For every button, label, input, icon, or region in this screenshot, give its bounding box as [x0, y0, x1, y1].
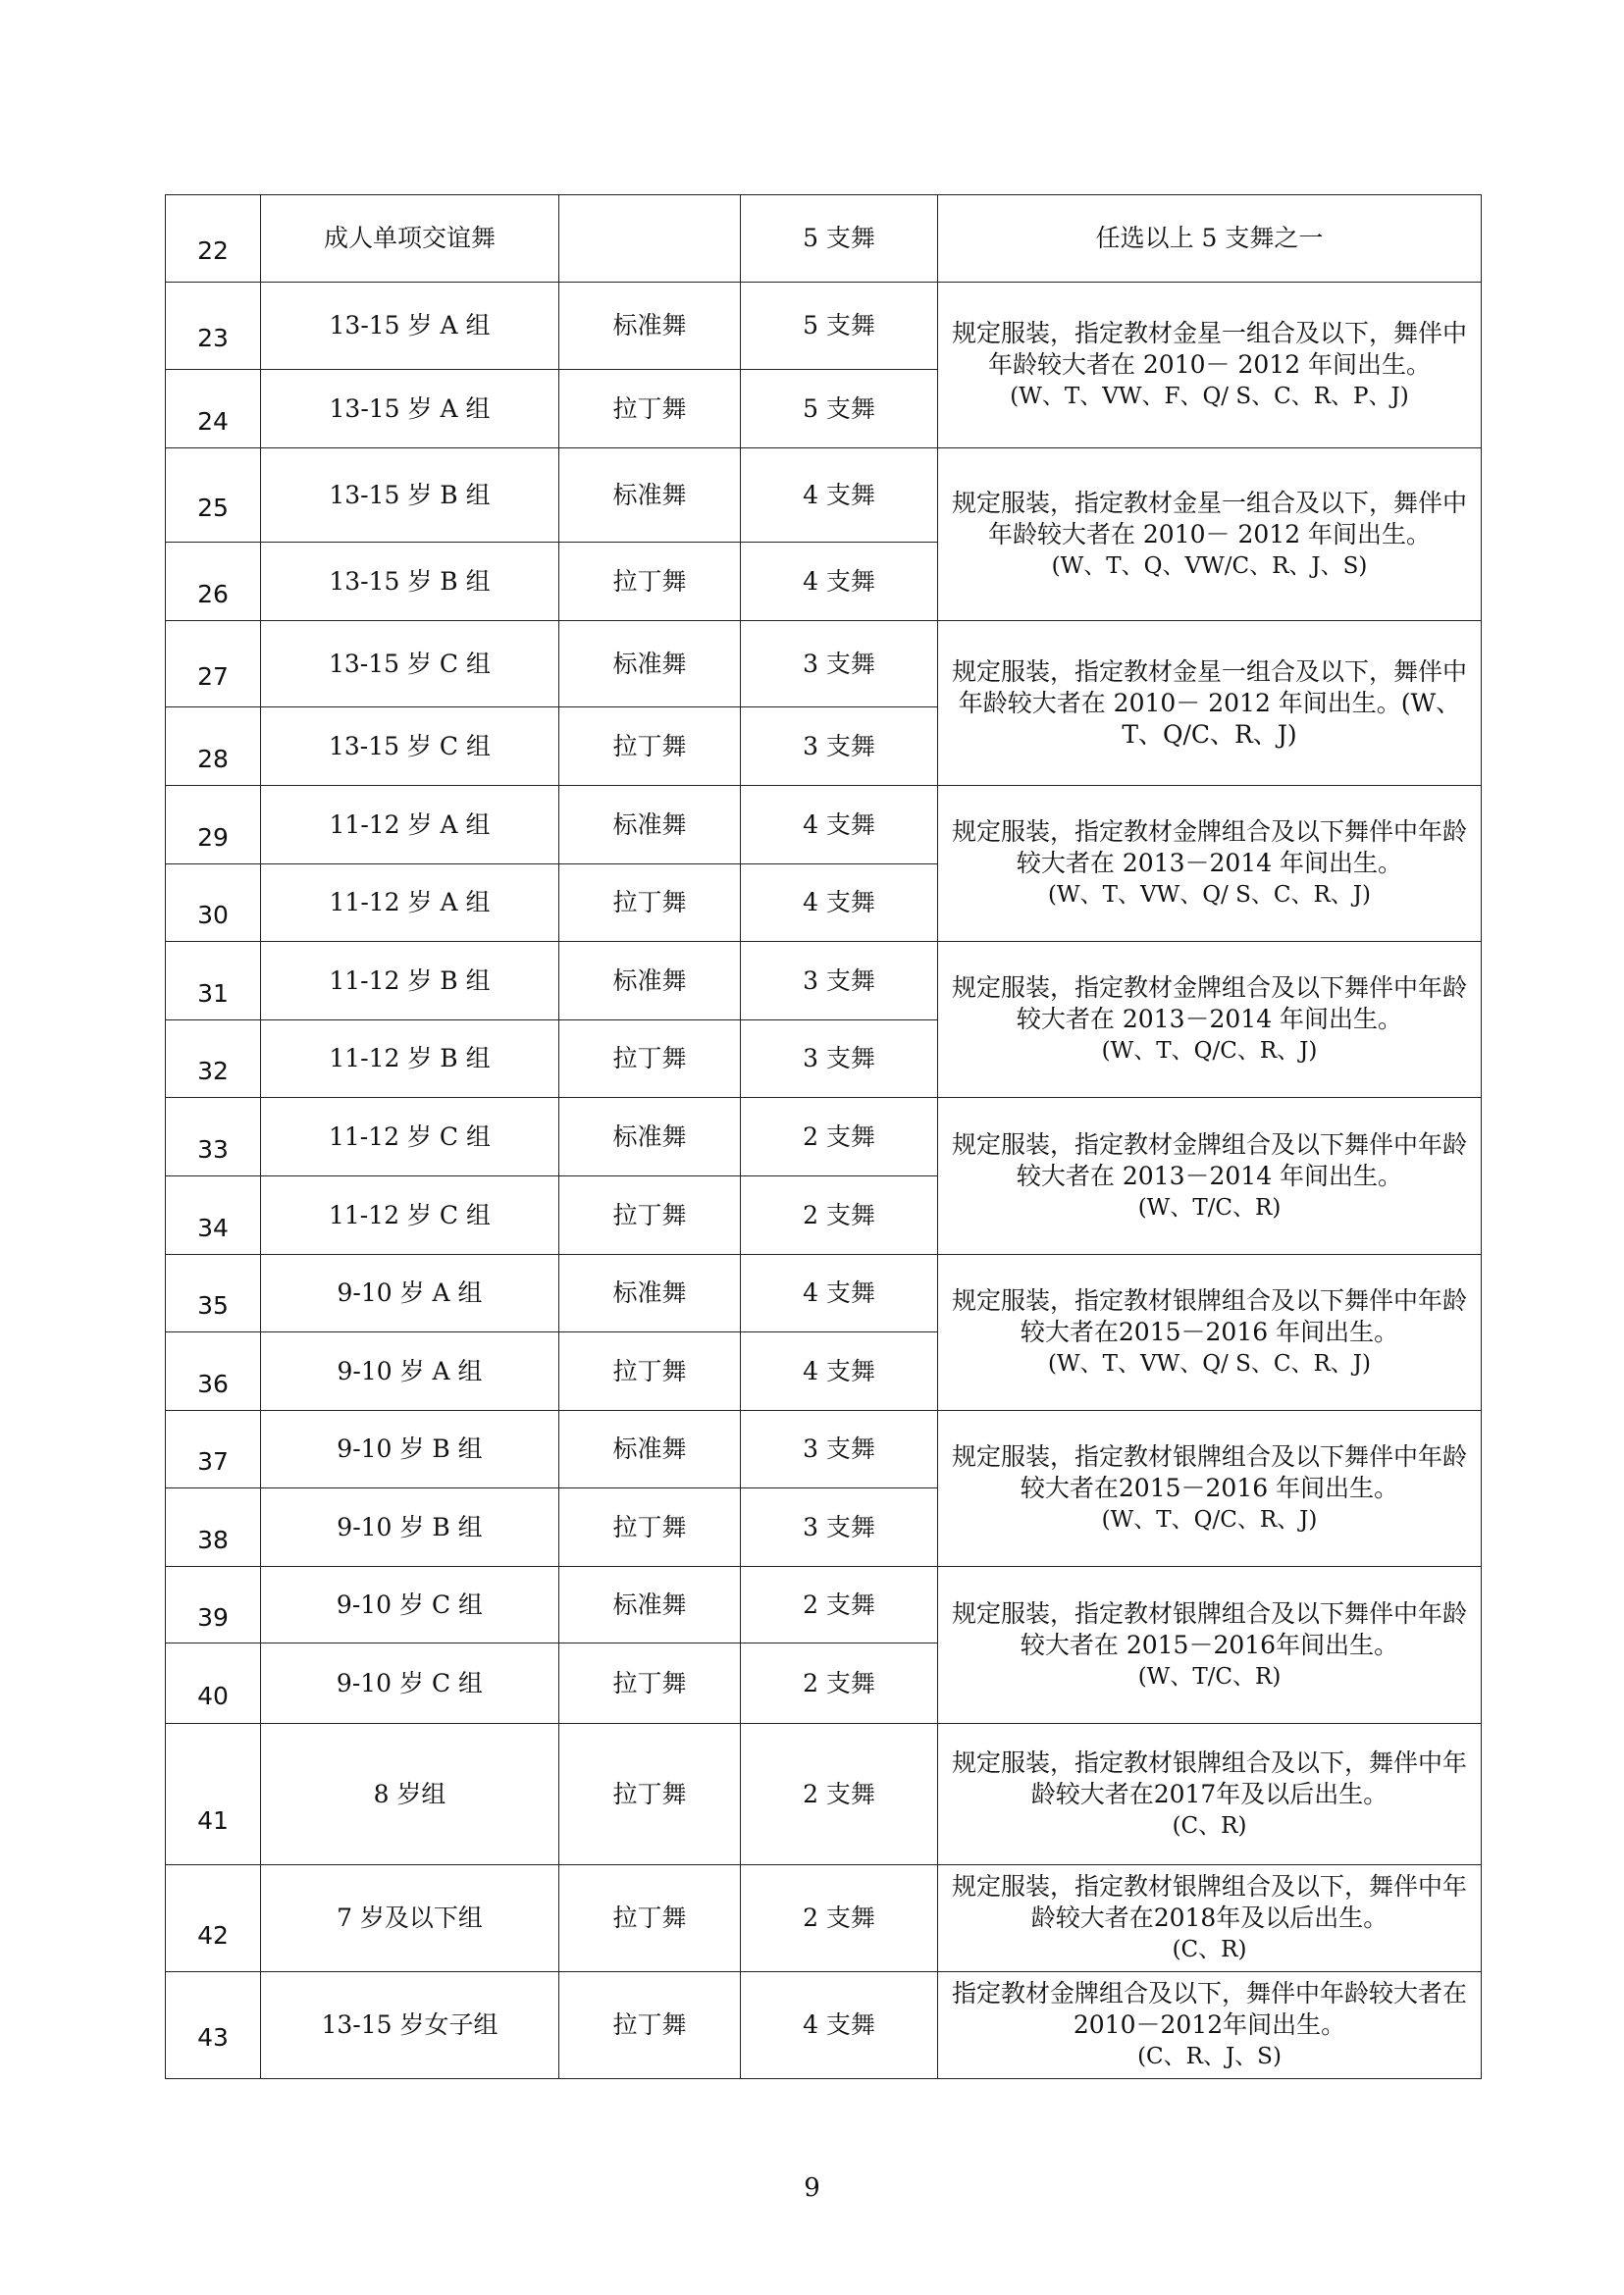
table-row [166, 448, 1482, 543]
dance-codes: (W、T、Q、VW/C、R、J、S) [1051, 552, 1368, 579]
row-number: 39 [166, 1567, 261, 1643]
requirement-text: 规定服装，指定教材金牌组合及以下舞伴中年龄较大者在 2013－2014 年间出生。 [951, 1129, 1467, 1190]
row-number: 37 [166, 1411, 261, 1488]
dances-cell: 2 支舞 [741, 1724, 938, 1865]
group-cell: 11-12 岁 C 组 [261, 1098, 559, 1176]
requirement-note [938, 1724, 1482, 1865]
row-number: 23 [166, 283, 261, 370]
dances-cell: 2 支舞 [741, 1643, 938, 1724]
category-cell: 拉丁舞 [559, 1176, 741, 1255]
dance-codes: (W、T、VW、Q/ S、C、R、J) [1048, 882, 1371, 908]
category-cell: 拉丁舞 [559, 1865, 741, 1972]
dances-cell: 3 支舞 [741, 1411, 938, 1488]
dances-cell: 4 支舞 [741, 864, 938, 942]
table-row [166, 195, 1482, 283]
category-cell: 标准舞 [559, 621, 741, 707]
category-cell: 标准舞 [559, 1255, 741, 1332]
row-number: 31 [166, 942, 261, 1020]
row-number: 36 [166, 1332, 261, 1411]
requirement-note [938, 448, 1482, 621]
requirement-note [938, 1567, 1482, 1724]
dances-cell: 3 支舞 [741, 1488, 938, 1567]
row-number: 28 [166, 707, 261, 786]
table-row [166, 786, 1482, 864]
category-cell: 标准舞 [559, 786, 741, 864]
category-cell: 拉丁舞 [559, 864, 741, 942]
category-cell: 拉丁舞 [559, 1724, 741, 1865]
dance-codes: (W、T、VW、Q/ S、C、R、J) [1048, 1351, 1371, 1377]
requirement-text: 规定服装，指定教材金星一组合及以下，舞伴中年龄较大者在 2010－ 2012 年间出生。 [951, 319, 1467, 379]
requirement-text: 指定教材金牌组合及以下，舞伴中年龄较大者在 2010－2012年间出生。 [951, 1979, 1467, 2039]
table-row [166, 1567, 1482, 1643]
category-cell: 标准舞 [559, 283, 741, 370]
requirement-note [938, 283, 1482, 448]
requirement-text: 规定服装，指定教材银牌组合及以下舞伴中年龄较大者在 2015－2016年间出生。 [951, 1598, 1467, 1659]
dances-cell: 4 支舞 [741, 786, 938, 864]
requirement-note [938, 621, 1482, 786]
row-number: 27 [166, 621, 261, 707]
requirement-text: 规定服装，指定教材银牌组合及以下舞伴中年龄较大者在2015－2016 年间出生。 [951, 1442, 1467, 1502]
dance-codes: (W、T、VW、F、Q/ S、C、R、P、J) [1010, 384, 1409, 409]
group-cell: 9-10 岁 B 组 [261, 1488, 559, 1567]
category-cell: 标准舞 [559, 1567, 741, 1643]
dances-cell: 2 支舞 [741, 1865, 938, 1972]
dance-codes: (C、R) [1172, 1937, 1247, 1962]
group-cell: 13-15 岁 C 组 [261, 707, 559, 786]
group-cell: 9-10 岁 C 组 [261, 1567, 559, 1643]
competition-schedule-table [165, 194, 1482, 2079]
requirement-note [938, 786, 1482, 942]
requirement-note [938, 1098, 1482, 1255]
table-row [166, 1255, 1482, 1332]
dance-codes: (W、T/C、R) [1137, 1194, 1282, 1221]
category-cell: 拉丁舞 [559, 1972, 741, 2079]
row-number: 35 [166, 1255, 261, 1332]
group-cell: 9-10 岁 A 组 [261, 1332, 559, 1411]
row-number: 26 [166, 543, 261, 621]
requirement-text: 规定服装，指定教材金牌组合及以下舞伴中年龄较大者在 2013－2014 年间出生。 [951, 817, 1467, 877]
table-row [166, 621, 1482, 707]
group-cell: 13-15 岁女子组 [261, 1972, 559, 2079]
row-number: 38 [166, 1488, 261, 1567]
group-cell: 9-10 岁 B 组 [261, 1411, 559, 1488]
dances-cell: 4 支舞 [741, 1255, 938, 1332]
group-cell: 13-15 岁 C 组 [261, 621, 559, 707]
category-cell: 标准舞 [559, 1411, 741, 1488]
page-number: 9 [804, 2173, 820, 2203]
requirement-text: 规定服装，指定教材银牌组合及以下舞伴中年龄较大者在2015－2016 年间出生。 [951, 1286, 1467, 1346]
table-row [166, 1411, 1482, 1488]
row-number: 42 [166, 1865, 261, 1972]
group-cell: 7 岁及以下组 [261, 1865, 559, 1972]
category-cell: 拉丁舞 [559, 1332, 741, 1411]
row-number: 30 [166, 864, 261, 942]
requirement-note [938, 942, 1482, 1098]
row-number: 40 [166, 1643, 261, 1724]
requirement-note [938, 1865, 1482, 1972]
group-cell: 9-10 岁 C 组 [261, 1643, 559, 1724]
row-number: 22 [166, 195, 261, 283]
row-number: 32 [166, 1020, 261, 1098]
row-number: 33 [166, 1098, 261, 1176]
table-row [166, 942, 1482, 1020]
dances-cell: 5 支舞 [741, 283, 938, 370]
category-cell: 拉丁舞 [559, 1020, 741, 1098]
requirement-text: 规定服装，指定教材金星一组合及以下，舞伴中年龄较大者在 2010－ 2012 年间出生。(W、T、Q/C、R、J) [951, 656, 1467, 749]
group-cell: 9-10 岁 A 组 [261, 1255, 559, 1332]
dances-cell: 3 支舞 [741, 942, 938, 1020]
group-cell: 成人单项交谊舞 [261, 195, 559, 283]
table-row [166, 283, 1482, 370]
dances-cell: 4 支舞 [741, 543, 938, 621]
category-cell: 标准舞 [559, 1098, 741, 1176]
category-cell: 标准舞 [559, 942, 741, 1020]
row-number: 34 [166, 1176, 261, 1255]
category-cell [559, 195, 741, 283]
table-row [166, 1865, 1482, 1972]
group-cell: 11-12 岁 B 组 [261, 1020, 559, 1098]
dances-cell: 2 支舞 [741, 1567, 938, 1643]
requirement-text: 规定服装，指定教材银牌组合及以下，舞伴中年龄较大者在2017年及以后出生。 [951, 1747, 1467, 1808]
table-row [166, 1972, 1482, 2079]
requirement-note [938, 1411, 1482, 1567]
group-cell: 13-15 岁 A 组 [261, 370, 559, 448]
group-cell: 11-12 岁 B 组 [261, 942, 559, 1020]
table-row [166, 1098, 1482, 1176]
row-number: 43 [166, 1972, 261, 2079]
dance-codes: (C、R) [1172, 1812, 1247, 1839]
group-cell: 11-12 岁 A 组 [261, 864, 559, 942]
category-cell: 标准舞 [559, 448, 741, 543]
dances-cell: 4 支舞 [741, 1972, 938, 2079]
requirement-note [938, 1972, 1482, 2079]
category-cell: 拉丁舞 [559, 543, 741, 621]
dances-cell: 3 支舞 [741, 1020, 938, 1098]
category-cell: 拉丁舞 [559, 1643, 741, 1724]
category-cell: 拉丁舞 [559, 370, 741, 448]
row-number: 25 [166, 448, 261, 543]
requirement-text: 规定服装，指定教材银牌组合及以下，舞伴中年龄较大者在2018年及以后出生。 [951, 1872, 1467, 1932]
requirement-text: 规定服装，指定教材金星一组合及以下，舞伴中年龄较大者在 2010－ 2012 年间出生。 [951, 488, 1467, 548]
dances-cell: 2 支舞 [741, 1098, 938, 1176]
requirement-note: 任选以上 5 支舞之一 [938, 195, 1482, 283]
dances-cell: 4 支舞 [741, 448, 938, 543]
dances-cell: 3 支舞 [741, 621, 938, 707]
row-number: 29 [166, 786, 261, 864]
category-cell: 拉丁舞 [559, 707, 741, 786]
group-cell: 13-15 岁 A 组 [261, 283, 559, 370]
dance-codes: (W、T、Q/C、R、J) [1101, 1038, 1318, 1064]
dances-cell: 4 支舞 [741, 1332, 938, 1411]
group-cell: 11-12 岁 C 组 [261, 1176, 559, 1255]
group-cell: 8 岁组 [261, 1724, 559, 1865]
dances-cell: 5 支舞 [741, 370, 938, 448]
dance-codes: (W、T、Q/C、R、J) [1101, 1507, 1318, 1533]
dance-codes: (W、T/C、R) [1137, 1663, 1282, 1690]
dances-cell: 5 支舞 [741, 195, 938, 283]
requirement-text: 规定服装，指定教材金牌组合及以下舞伴中年龄较大者在 2013－2014 年间出生。 [951, 973, 1467, 1033]
group-cell: 13-15 岁 B 组 [261, 448, 559, 543]
dances-cell: 2 支舞 [741, 1176, 938, 1255]
group-cell: 13-15 岁 B 组 [261, 543, 559, 621]
dance-codes: (C、R、J、S) [1137, 2044, 1282, 2069]
requirement-note [938, 1255, 1482, 1411]
dances-cell: 3 支舞 [741, 707, 938, 786]
group-cell: 11-12 岁 A 组 [261, 786, 559, 864]
table-row [166, 1724, 1482, 1865]
category-cell: 拉丁舞 [559, 1488, 741, 1567]
row-number: 41 [166, 1724, 261, 1865]
row-number: 24 [166, 370, 261, 448]
